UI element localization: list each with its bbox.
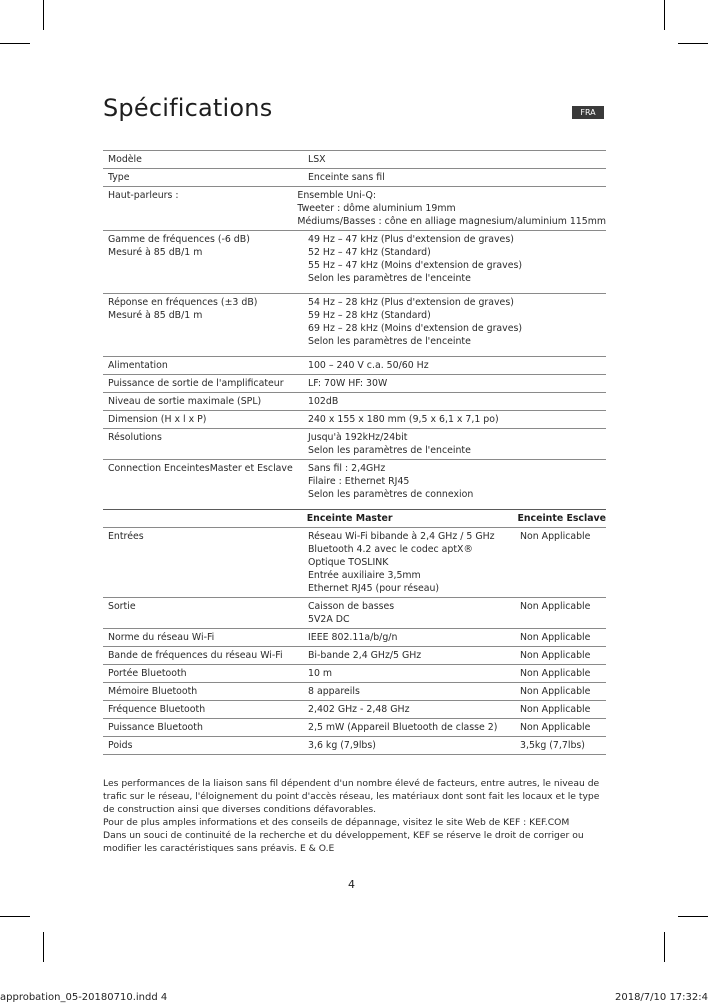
compare-label: Poids (108, 740, 133, 751)
spec-value: 100 – 240 V c.a. 50/60 Hz (308, 360, 429, 371)
spec-row-power-supply (103, 356, 606, 374)
spec-value: 102dB (308, 396, 339, 407)
compare-label: Puissance Bluetooth (108, 722, 203, 733)
spec-label: Niveau de sortie maximale (SPL) (108, 396, 262, 407)
note-paragraph: Dans un souci de continuité de la recherche et du développement, KEF se réserve le droit de corriger ou modifier les caractéristiques sans préavis. E & O.E (103, 830, 584, 854)
spec-row-frequency-response (103, 293, 606, 356)
page-number: 4 (348, 878, 355, 891)
crop-mark (43, 0, 44, 30)
master-value: 2,402 GHz - 2,48 GHz (308, 704, 410, 715)
compare-row-bluetooth-memory (103, 682, 606, 700)
compare-row-weight (103, 736, 606, 755)
slave-value: Non Applicable (520, 632, 591, 643)
spec-value: LSX (308, 154, 326, 165)
spec-row-drivers (103, 186, 606, 230)
compare-label: Sortie (108, 601, 136, 612)
master-value: 2,5 mW (Appareil Bluetooth de classe 2) (308, 722, 498, 733)
slave-value: Non Applicable (520, 531, 591, 542)
compare-label: Fréquence Bluetooth (108, 704, 206, 715)
footer-timestamp: 2018/7/10 17:32:4 (614, 992, 708, 1003)
spec-value: Enceinte sans fil (308, 172, 385, 183)
compare-label: Mémoire Bluetooth (108, 686, 198, 697)
compare-row-bluetooth-power (103, 718, 606, 736)
compare-row-inputs (103, 527, 606, 597)
master-value: IEEE 802.11a/b/g/n (308, 632, 398, 643)
spec-label: Haut-parleurs : (108, 190, 179, 201)
spec-row-dimensions (103, 410, 606, 428)
spec-label: Dimension (H x l x P) (108, 414, 207, 425)
compare-label: Entrées (108, 531, 144, 542)
spec-row-type (103, 168, 606, 186)
crop-mark (678, 916, 708, 917)
slave-value: Non Applicable (520, 601, 591, 612)
spec-table (103, 150, 606, 755)
master-value: Réseau Wi-Fi bibande à 2,4 GHz / 5 GHz Bluetooth 4.2 avec le codec aptX® Optique TOSLINK Entrée auxiliaire 3,5mm Ethernet RJ45 (pour réseau) (308, 531, 495, 594)
crop-mark (664, 0, 665, 30)
compare-row-bluetooth-frequency (103, 700, 606, 718)
compare-row-bluetooth-range (103, 664, 606, 682)
spec-value: Sans fil : 2,4GHz Filaire : Ethernet RJ45 Selon les paramètres de connexion (308, 463, 474, 500)
spec-label: Type (108, 172, 130, 183)
compare-label: Bande de fréquences du réseau Wi-Fi (108, 650, 283, 661)
spec-row-resolutions (103, 428, 606, 459)
spec-label: Gamme de fréquences (-6 dB) Mesuré à 85 dB/1 m (108, 234, 250, 258)
slave-value: 3,5kg (7,7lbs) (520, 740, 585, 751)
spec-label: Connection EnceintesMaster et Esclave (108, 463, 293, 474)
master-value: 3,6 kg (7,9lbs) (308, 740, 376, 751)
spec-label: Réponse en fréquences (±3 dB) Mesuré à 85 dB/1 m (108, 297, 258, 321)
crop-mark (664, 932, 665, 962)
master-column-header: Enceinte Master (306, 513, 393, 524)
compare-row-wifi-band (103, 646, 606, 664)
spec-label: Résolutions (108, 432, 162, 443)
note-paragraph: Les performances de la liaison sans fil dépendent d'un nombre élevé de facteurs, entre autres, le niveau de trafic sur le réseau, l'éloignement du point d'accès réseau, les matériaux dont sont fait les locaux et le type de construction ainsi que diverses conditions défavorables. (103, 778, 600, 815)
spec-row-model (103, 150, 606, 168)
slave-column-header: Enceinte Esclave (517, 513, 606, 524)
spec-row-amplifier-power (103, 374, 606, 392)
spec-label: Modèle (108, 154, 142, 165)
note-paragraph: Pour de plus amples informations et des conseils de dépannage, visitez le site Web de KEF : KEF.COM (103, 817, 570, 828)
slave-value: Non Applicable (520, 704, 591, 715)
compare-header-row (103, 509, 606, 527)
slave-value: Non Applicable (520, 650, 591, 661)
notes (103, 777, 603, 855)
page-title: Spécifications (103, 94, 273, 122)
spec-value: LF: 70W HF: 30W (308, 378, 388, 389)
spec-row-max-spl (103, 392, 606, 410)
crop-mark (678, 43, 708, 44)
crop-mark (0, 43, 30, 44)
compare-row-output (103, 597, 606, 628)
compare-header-empty (103, 512, 307, 525)
master-value: Bi-bande 2,4 GHz/5 GHz (308, 650, 422, 661)
spec-label: Puissance de sortie de l'amplificateur (108, 378, 284, 389)
language-badge: FRA (572, 106, 604, 119)
slave-value: Non Applicable (520, 668, 591, 679)
spec-label: Alimentation (108, 360, 168, 371)
spec-row-frequency-range (103, 230, 606, 293)
compare-row-wifi-standard (103, 628, 606, 646)
spec-value: Ensemble Uni-Q: Tweeter : dôme aluminium 19mm Médiums/Basses : cône en alliage magnesium/aluminium 115mm (297, 190, 606, 227)
compare-label: Portée Bluetooth (108, 668, 187, 679)
spec-value: 54 Hz – 28 kHz (Plus d'extension de graves) 59 Hz – 28 kHz (Standard) 69 Hz – 28 kHz (Moins d'extension de graves) Selon les paramètres de l'enceinte (308, 297, 523, 347)
footer-filename: approbation_05-20180710.indd 4 (0, 992, 168, 1003)
crop-mark (43, 932, 44, 962)
spec-value: 49 Hz – 47 kHz (Plus d'extension de graves) 52 Hz – 47 kHz (Standard) 55 Hz – 47 kHz (Moins d'extension de graves) Selon les paramètres de l'enceinte (308, 234, 523, 284)
master-value: 8 appareils (308, 686, 360, 697)
master-value: 10 m (308, 668, 333, 679)
master-value: Caisson de basses 5V2A DC (308, 601, 395, 625)
compare-label: Norme du réseau Wi-Fi (108, 632, 215, 643)
slave-value: Non Applicable (520, 722, 591, 733)
spec-value: Jusqu'à 192kHz/24bit Selon les paramètres de l'enceinte (308, 432, 471, 456)
spec-row-connection (103, 459, 606, 509)
spec-value: 240 x 155 x 180 mm (9,5 x 6,1 x 7,1 po) (308, 414, 499, 425)
slave-value: Non Applicable (520, 686, 591, 697)
crop-mark (0, 916, 30, 917)
